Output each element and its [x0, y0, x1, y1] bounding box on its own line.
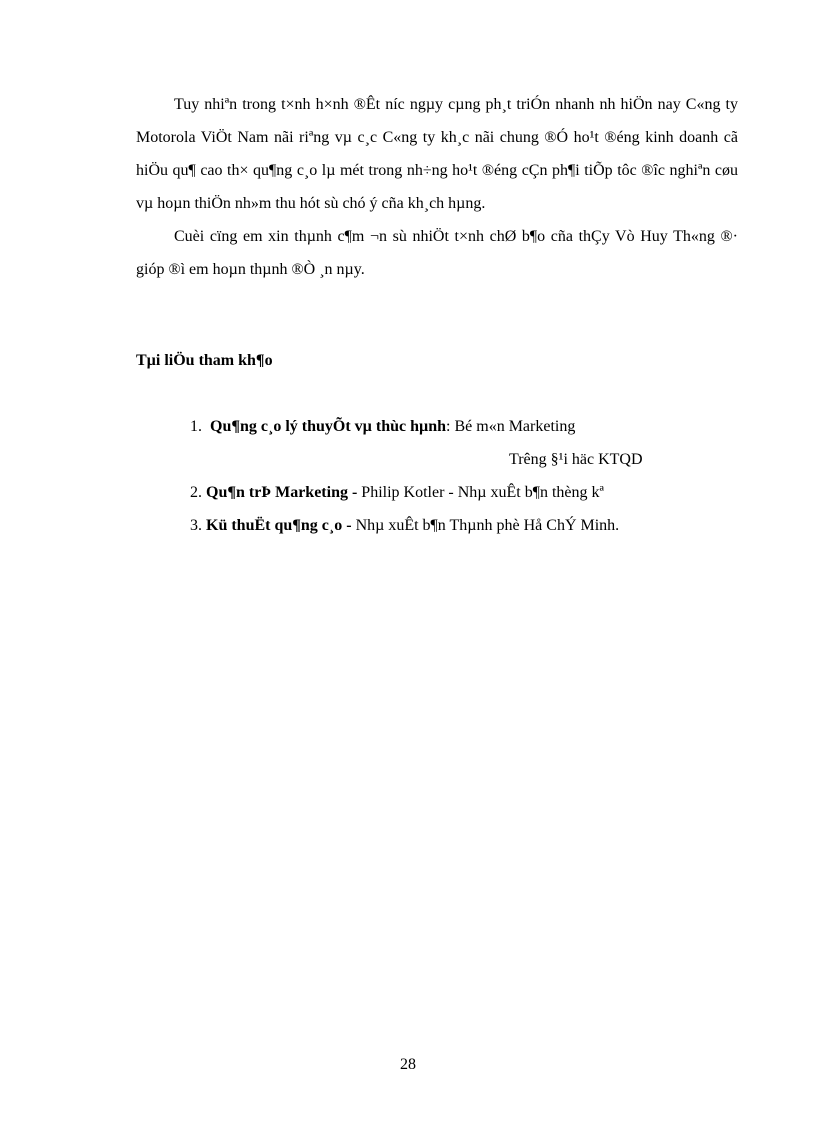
reference-detail: Nhµ xuÊt b¶n Thµnh phè Hå ChÝ Minh.: [355, 517, 620, 534]
reference-item-2: [190, 476, 750, 509]
reference-number: 2.: [190, 484, 202, 501]
reference-title: Qu¶n trÞ Marketing: [206, 484, 348, 501]
reference-number: 3.: [190, 517, 202, 534]
reference-detail: Bé m«n Marketing: [454, 418, 576, 435]
reference-item-1-continuation: Trêng §¹i häc KTQD: [509, 451, 643, 468]
reference-title: Qu¶ng c¸o lý thuyÕt vµ thùc hµnh: [210, 418, 447, 435]
paragraph-conclusion: Tuy nhiªn trong t×nh h×nh ®Êt níc ngµy cµng ph¸t triÓn nhanh nh hiÖn nay C«ng ty Motorola ViÖt Nam nãi riªng vµ c¸c C«ng ty kh¸c nãi chung ®Ó ho¹t ®éng kinh doanh cã hiÖu qu¶ cao th× qu¶ng c¸o lµ mét trong nh÷ng ho¹t ®éng cÇn ph¶i tiÕp tôc ®îc nghiªn cøu vµ hoµn thiÖn nh»m thu hót sù chó ý cña kh¸ch hµng.: [136, 96, 738, 212]
reference-item-1: [190, 410, 750, 443]
page-number: 28: [400, 1056, 416, 1073]
reference-item-3: [190, 509, 750, 542]
body-text: [136, 88, 738, 286]
reference-separator: :: [446, 418, 451, 435]
reference-separator: -: [347, 484, 358, 501]
references-list: [190, 410, 750, 542]
reference-title: Kü thuËt qu¶ng c¸o: [206, 517, 343, 534]
references-heading: Tµi liÖu tham kh¶o: [136, 352, 273, 369]
reference-separator: -: [342, 517, 352, 534]
reference-detail: Philip Kotler - Nhµ xuÊt b¶n thèng kª: [361, 484, 604, 501]
paragraph-acknowledgement: Cuèi cïng em xin thµnh c¶m ¬n sù nhiÖt t×nh chØ b¶o cña thÇy Vò Huy Th«ng ®· gióp ®ì em hoµn thµnh ®Ò ¸n nµy.: [136, 228, 738, 278]
reference-number: 1.: [190, 418, 202, 435]
